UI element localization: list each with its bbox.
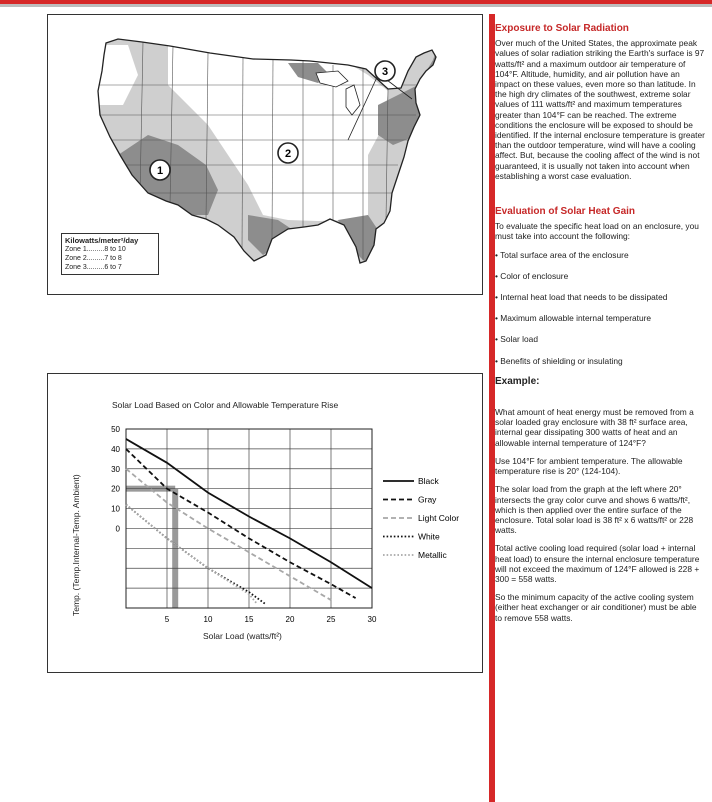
section-body-exposure: Over much of the United States, the approximate peak values of solar radiation striking the Earth's surface is 97 watts/ft² and a maximum outdoor air temperature of 104°F. Altitude, humidity, and air pollution have an impact on these values, even more so than latitude. In the high dry climates of the southwest, extreme solar values of 111 watts/ft² and maximum temperatures greater than 104°F can be reached. The extreme conditions the enclosure will be exposed to should be identified. If the internal enclosure temperature is greater than the outdoor temperature, wind will have a cooling affect. But, because the cooling affect of the wind is not guaranteed, it is usually not taken into account when establishing a worst case evaluation. (495, 38, 705, 181)
x-tick-label: 30 (367, 615, 377, 624)
chart-title: Solar Load Based on Color and Allowable Temperature Rise (112, 400, 339, 410)
example-paragraph: Use 104°F for ambient temperature. The allowable temperature rise is 20° (124-104). (495, 455, 683, 477)
example-heading: Example: (495, 375, 540, 387)
legend-label: Black (418, 476, 439, 486)
list-item: • Solar load (495, 334, 705, 344)
series-line-gray (126, 449, 356, 598)
top-gray-bar (0, 4, 712, 7)
solar-load-chart (47, 373, 483, 673)
series-line-metallic (126, 505, 257, 604)
list-item: • Benefits of shielding or insulating (495, 356, 705, 366)
section-title-evaluation: Evaluation of Solar Heat Gain (495, 206, 636, 218)
factors-list (495, 250, 705, 366)
chart-y-axis-label: Temp. (Temp.Internal-Temp. Ambient) (71, 474, 81, 616)
chart-x-axis-label: Solar Load (watts/ft²) (203, 631, 282, 641)
legend-label: Gray (418, 494, 437, 505)
svg-text:2: 2 (284, 148, 292, 160)
x-tick-label: 15 (244, 615, 254, 624)
svg-text:3: 3 (381, 66, 389, 78)
zone-legend-title: Kilowatts/meter²/day (65, 236, 139, 245)
y-tick-label: 10 (111, 504, 120, 514)
y-tick-label: 0 (115, 524, 120, 534)
x-tick-label: 20 (285, 615, 295, 624)
y-tick-label: 20 (111, 484, 120, 494)
chart-svg (48, 374, 482, 672)
example-paragraph: The solar load from the graph at the left where 20° intersects the gray color curve and shows 6 watts/ft², which is then applied over the entire surface of the enclosure. Total solar load is 38 ft² x 6 watts/ft² or 228 watts. (495, 484, 694, 536)
section-title-exposure: Exposure to Solar Radiation (495, 23, 629, 34)
zone-marker-2 (278, 143, 298, 163)
list-item: • Color of enclosure (495, 271, 705, 281)
x-tick-label: 10 (203, 615, 213, 624)
y-tick-label: 30 (111, 464, 120, 474)
list-item: • Maximum allowable internal temperature (495, 313, 705, 323)
section-intro-evaluation: To evaluate the specific heat load on an enclosure, you must take into account the following: (495, 221, 699, 242)
example-paragraph: What amount of heat energy must be removed from a solar loaded gray enclosure with 38 ft² surface area, internal gear dissipating 300 watts of heat and an allowable internal temperature of 124°F? (495, 407, 694, 448)
series-line-white (126, 505, 265, 604)
example-paragraph: So the minimum capacity of the active cooling system (either heat exchanger or air conditioner) must be able to remove 558 watts. (495, 592, 697, 623)
list-item: • Total surface area of the enclosure (495, 250, 705, 260)
svg-text:1: 1 (156, 165, 164, 177)
zone-legend-row: Zone 1.........8 to 10 (65, 246, 126, 253)
legend-label: White (418, 531, 440, 542)
y-tick-label: 40 (111, 444, 120, 454)
zone-legend (61, 233, 159, 275)
article-column (495, 24, 705, 631)
zone-marker-1 (150, 160, 170, 180)
zone-marker-3 (375, 61, 395, 81)
legend-label: Metallic (418, 550, 447, 560)
zone-legend-row: Zone 2.........7 to 8 (65, 255, 122, 262)
y-tick-label: 50 (111, 425, 120, 434)
x-tick-label: 5 (164, 615, 170, 624)
example-paragraph: Total active cooling load required (solar load + internal heat load) to ensure the internal enclosure temperature will not exceed the maximum of 124°F allowed is 228 + 300 = 558 watts. (495, 543, 700, 584)
solar-zone-map (47, 14, 483, 295)
list-item: • Internal heat load that needs to be dissipated (495, 292, 705, 302)
zone-legend-row: Zone 3.........6 to 7 (65, 264, 122, 271)
legend-label: Light Color (418, 513, 460, 523)
x-tick-label: 25 (326, 615, 336, 624)
